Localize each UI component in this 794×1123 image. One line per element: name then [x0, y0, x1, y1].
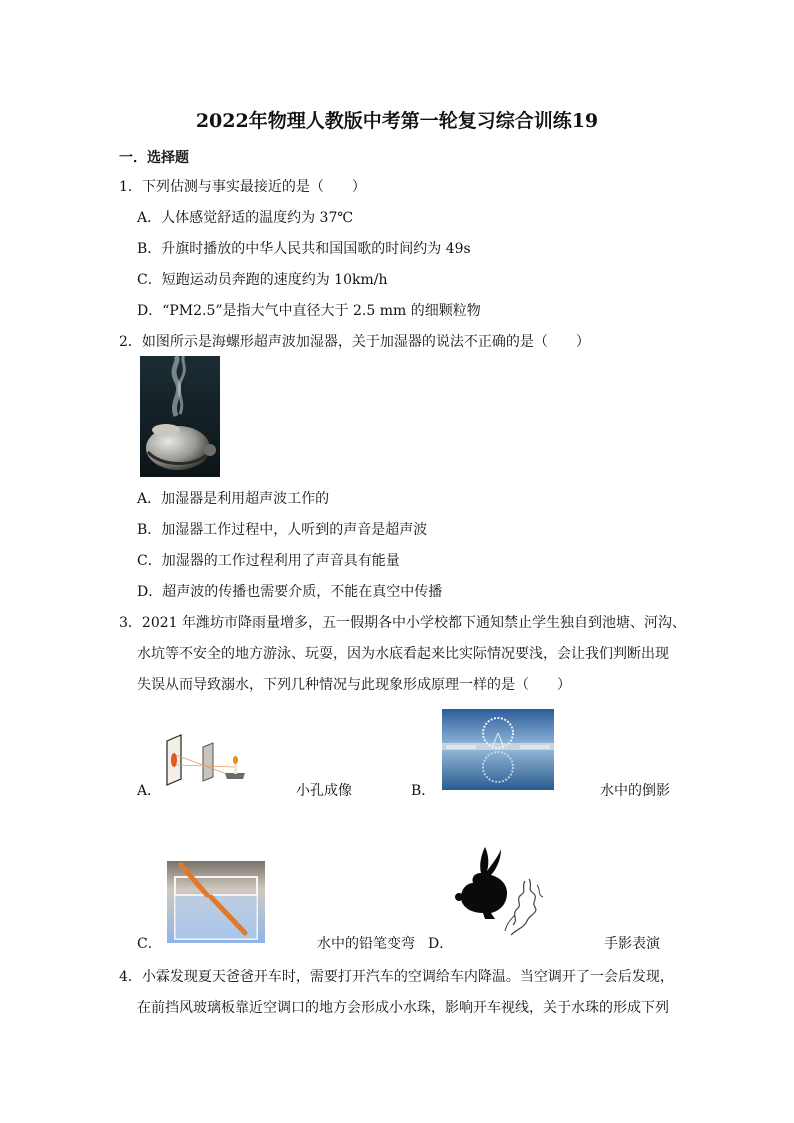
question-3-option-d-caption: 手影表演 [604, 936, 660, 952]
question-2-option-c: C．加湿器的工作过程利用了声音具有能量 [137, 553, 400, 569]
question-3-line-2: 水坑等不安全的地方游泳、玩耍，因为水底看起来比实际情况要浅，会让我们判断出现 [137, 646, 669, 662]
question-2-stem: 2．如图所示是海螺形超声波加湿器，关于加湿器的说法不正确的是（ ） [119, 334, 590, 350]
question-3-option-a-caption: 小孔成像 [296, 783, 352, 799]
question-3-line-3: 失误从而导致溺水，下列几种情况与此现象形成原理一样的是（ ） [137, 677, 571, 693]
question-2-option-d: D．超声波的传播也需要介质，不能在真空中传播 [137, 584, 443, 600]
humidifier-image [140, 356, 220, 477]
question-2-option-b: B．加湿器工作过程中，人听到的声音是超声波 [137, 522, 428, 538]
question-1-option-c: C．短跑运动员奔跑的速度约为 10km/h [137, 272, 388, 288]
ferris-wheel-reflection-image [442, 709, 554, 790]
question-3-option-c-caption: 水中的铅笔变弯 [317, 936, 415, 952]
question-4-line-1: 4．小霖发现夏天爸爸开车时，需要打开汽车的空调给车内降温。当空调开了一会后发现， [119, 969, 674, 985]
pinhole-camera-image [163, 733, 253, 791]
question-3-option-d-letter: D． [428, 936, 454, 952]
question-4-line-2: 在前挡风玻璃板靠近空调口的地方会形成小水珠，影响开车视线，关于水珠的形成下列 [137, 1000, 669, 1016]
question-3-option-a-letter: A． [137, 783, 162, 799]
question-2-option-a: A．加湿器是利用超声波工作的 [137, 491, 330, 507]
question-1-stem: 1．下列估测与事实最接近的是（ ） [119, 179, 366, 195]
pencil-in-water-image [167, 861, 265, 943]
page-title: 2022年物理人教版中考第一轮复习综合训练19 [195, 110, 599, 132]
section-heading: 一．选择题 [119, 150, 189, 166]
question-1-option-d: D．“PM2.5”是指大气中直径大于 2.5 mm 的细颗粒物 [137, 303, 481, 319]
question-3-option-b-caption: 水中的倒影 [600, 783, 670, 799]
question-3-line-1: 3．2021 年潍坊市降雨量增多，五一假期各中小学校都下通知禁止学生独自到池塘、河沟、 [119, 615, 686, 631]
question-1-option-b: B．升旗时播放的中华人民共和国国歌的时间约为 49s [137, 241, 471, 257]
hand-shadow-rabbit-image [455, 845, 551, 943]
question-1-option-a: A．人体感觉舒适的温度约为 37℃ [137, 210, 354, 226]
question-3-option-b-letter: B． [411, 783, 436, 799]
question-3-option-c-letter: C． [137, 936, 162, 952]
